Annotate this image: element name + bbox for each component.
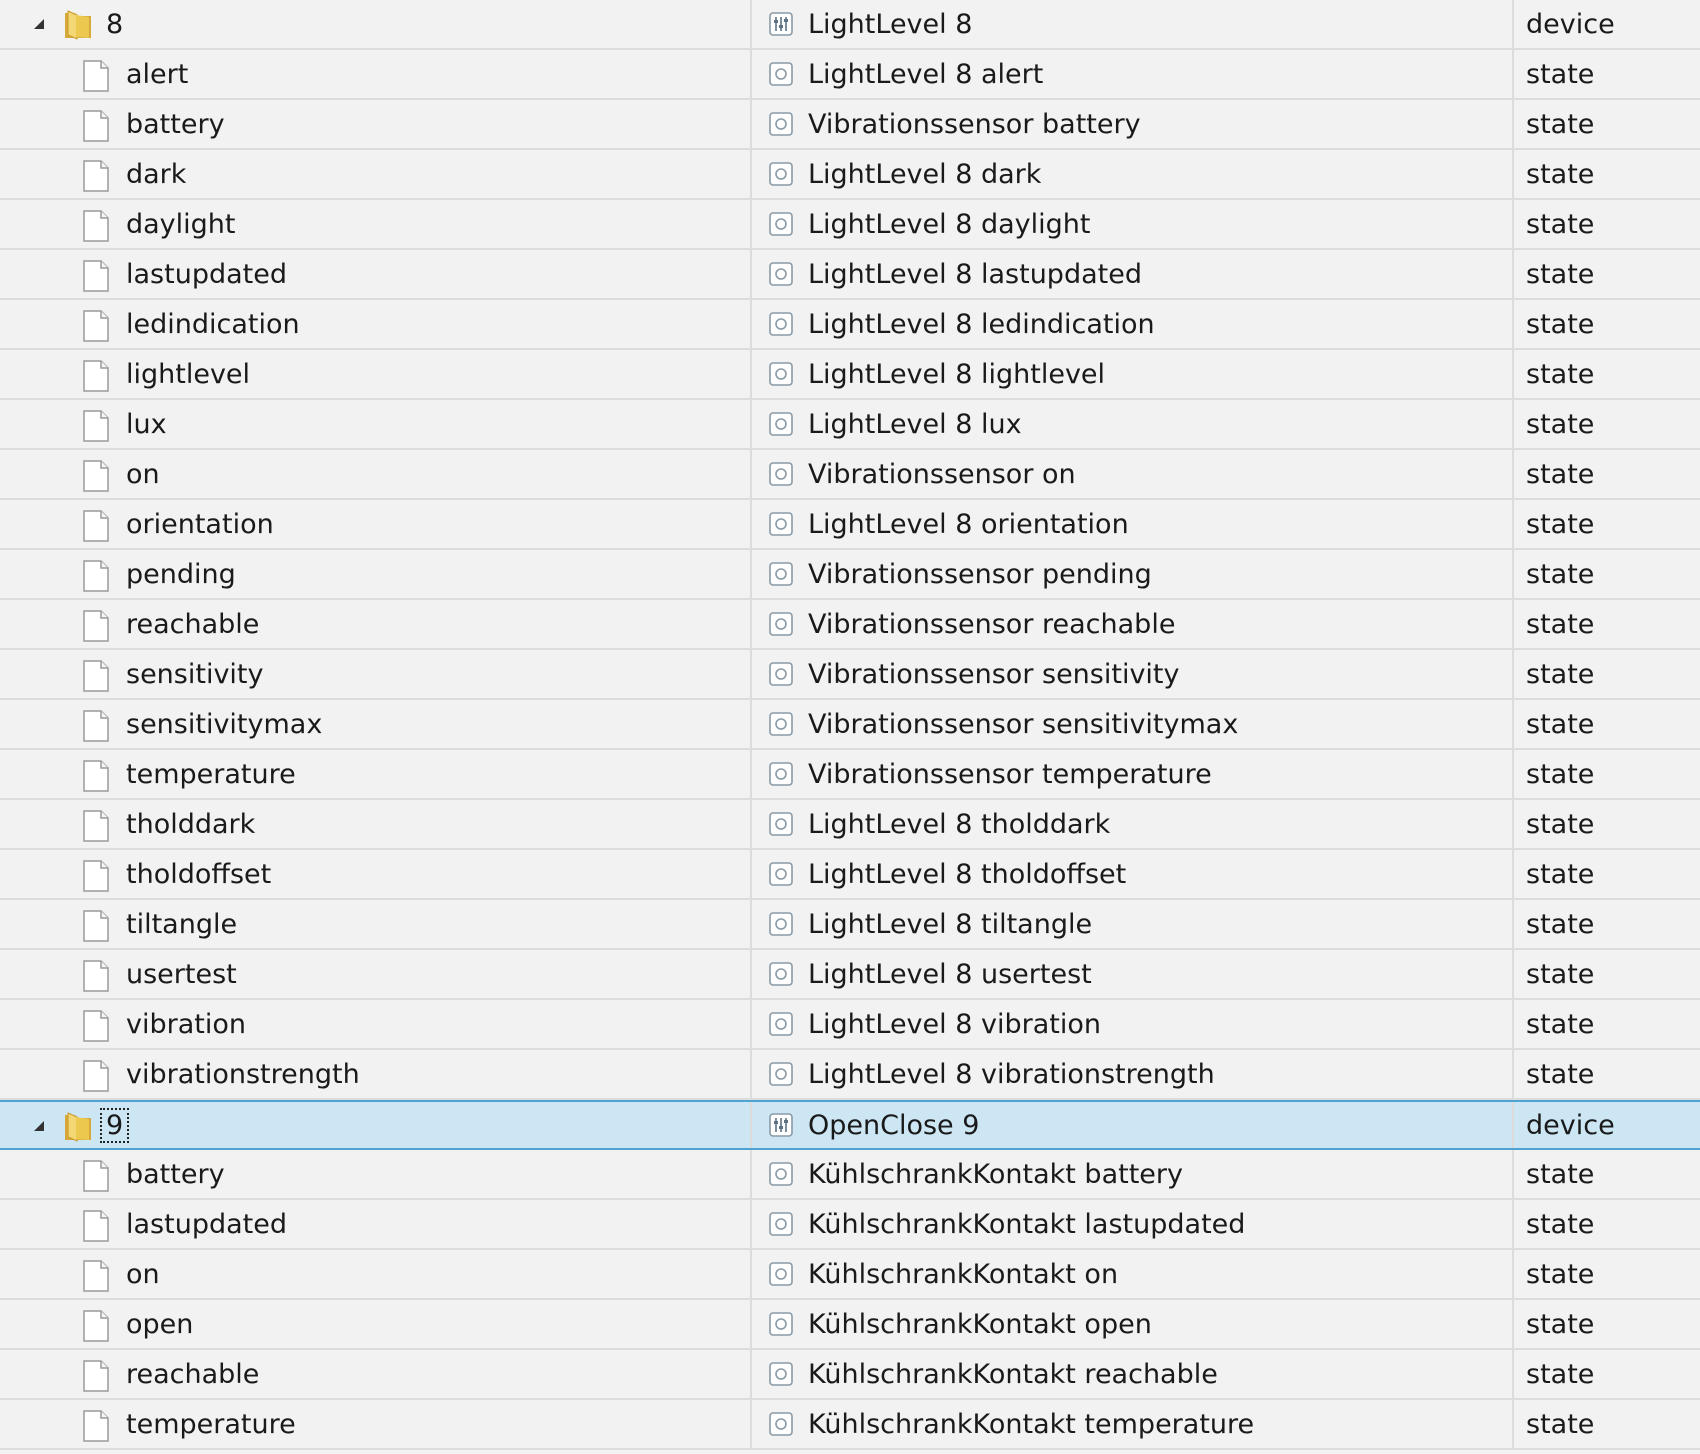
tree-row-state[interactable] bbox=[0, 400, 1700, 450]
collapse-arrow-icon[interactable] bbox=[32, 17, 46, 31]
state-icon bbox=[768, 361, 794, 387]
id-cell bbox=[0, 1150, 750, 1198]
object-id: alert bbox=[126, 58, 189, 90]
tree-row-state[interactable] bbox=[0, 250, 1700, 300]
tree-row-state[interactable] bbox=[0, 300, 1700, 350]
type-cell bbox=[1512, 1000, 1700, 1048]
id-cell bbox=[0, 1000, 750, 1048]
tree-row-device[interactable] bbox=[0, 0, 1700, 50]
object-name: LightLevel 8 tholdoffset bbox=[808, 858, 1127, 890]
file-icon bbox=[82, 1360, 110, 1392]
tree-row-state[interactable] bbox=[0, 1400, 1700, 1450]
object-name: LightLevel 8 lastupdated bbox=[808, 258, 1142, 290]
tree-row-state[interactable] bbox=[0, 650, 1700, 700]
file-icon bbox=[82, 360, 110, 392]
object-id: reachable bbox=[126, 1358, 260, 1390]
tree-row-state[interactable] bbox=[0, 350, 1700, 400]
name-cell bbox=[750, 1300, 1512, 1348]
file-icon bbox=[82, 510, 110, 542]
id-cell bbox=[0, 50, 750, 98]
state-icon bbox=[768, 1211, 794, 1237]
tree-row-state[interactable] bbox=[0, 50, 1700, 100]
id-cell bbox=[0, 750, 750, 798]
state-icon bbox=[768, 861, 794, 887]
id-text-wrap bbox=[126, 200, 236, 248]
object-name: KühlschrankKontakt reachable bbox=[808, 1358, 1218, 1390]
tree-row-state[interactable] bbox=[0, 1050, 1700, 1100]
type-cell bbox=[1512, 900, 1700, 948]
name-cell bbox=[750, 1000, 1512, 1048]
object-type: state bbox=[1526, 908, 1595, 940]
tree-row-state[interactable] bbox=[0, 200, 1700, 250]
object-type: state bbox=[1526, 608, 1595, 640]
name-cell bbox=[750, 600, 1512, 648]
object-id: tiltangle bbox=[126, 908, 238, 940]
object-name: LightLevel 8 usertest bbox=[808, 958, 1092, 990]
object-name: LightLevel 8 alert bbox=[808, 58, 1044, 90]
file-icon bbox=[82, 260, 110, 292]
folder-open-icon bbox=[62, 7, 94, 41]
name-cell bbox=[750, 100, 1512, 148]
tree-row-state[interactable] bbox=[0, 600, 1700, 650]
type-cell bbox=[1512, 950, 1700, 998]
type-cell bbox=[1512, 1250, 1700, 1298]
object-id: lux bbox=[126, 408, 167, 440]
file-icon bbox=[82, 410, 110, 442]
id-text-wrap bbox=[126, 50, 188, 98]
state-icon bbox=[768, 711, 794, 737]
object-name: LightLevel 8 vibrationstrength bbox=[808, 1058, 1215, 1090]
type-cell bbox=[1512, 500, 1700, 548]
type-cell bbox=[1512, 650, 1700, 698]
id-text-wrap bbox=[126, 1350, 259, 1398]
file-icon bbox=[82, 1210, 110, 1242]
state-icon bbox=[768, 1011, 794, 1037]
object-id: usertest bbox=[126, 958, 237, 990]
object-type: state bbox=[1526, 758, 1595, 790]
object-type: state bbox=[1526, 358, 1595, 390]
state-icon bbox=[768, 1261, 794, 1287]
id-text-wrap bbox=[126, 350, 250, 398]
tree-row-state[interactable] bbox=[0, 800, 1700, 850]
object-type: state bbox=[1526, 408, 1595, 440]
id-cell bbox=[0, 1400, 750, 1448]
object-id: reachable bbox=[126, 608, 260, 640]
tree-row-state[interactable] bbox=[0, 150, 1700, 200]
object-type: state bbox=[1526, 1408, 1595, 1440]
name-cell bbox=[750, 450, 1512, 498]
id-text-wrap bbox=[126, 500, 274, 548]
state-icon bbox=[768, 211, 794, 237]
id-cell bbox=[0, 1300, 750, 1348]
file-icon bbox=[82, 960, 110, 992]
object-id: ledindication bbox=[126, 308, 300, 340]
object-name: KühlschrankKontakt on bbox=[808, 1258, 1119, 1290]
object-type: state bbox=[1526, 1308, 1595, 1340]
object-type: state bbox=[1526, 708, 1595, 740]
tree-row-state[interactable] bbox=[0, 1000, 1700, 1050]
type-cell bbox=[1512, 300, 1700, 348]
object-name: KühlschrankKontakt open bbox=[808, 1308, 1152, 1340]
object-name: KühlschrankKontakt battery bbox=[808, 1158, 1183, 1190]
folder-open-icon bbox=[62, 1109, 94, 1143]
name-cell bbox=[750, 950, 1512, 998]
id-text-wrap bbox=[126, 850, 271, 898]
type-cell bbox=[1512, 800, 1700, 848]
id-text-wrap bbox=[126, 300, 300, 348]
id-cell bbox=[0, 1350, 750, 1398]
name-cell bbox=[750, 1050, 1512, 1098]
object-name: LightLevel 8 vibration bbox=[808, 1008, 1101, 1040]
name-cell bbox=[750, 1250, 1512, 1298]
file-icon bbox=[82, 1310, 110, 1342]
name-cell bbox=[750, 900, 1512, 948]
object-name: LightLevel 8 tholddark bbox=[808, 808, 1111, 840]
id-cell bbox=[0, 900, 750, 948]
id-text-wrap bbox=[126, 700, 322, 748]
object-id: tholdoffset bbox=[126, 858, 272, 890]
id-text-wrap bbox=[126, 1050, 360, 1098]
object-type: state bbox=[1526, 1158, 1595, 1190]
object-name: Vibrationssensor sensitivitymax bbox=[808, 708, 1239, 740]
id-cell bbox=[0, 400, 750, 448]
object-type: state bbox=[1526, 1358, 1595, 1390]
object-id: sensitivitymax bbox=[126, 708, 323, 740]
state-icon bbox=[768, 1411, 794, 1437]
tree-row-state[interactable] bbox=[0, 1250, 1700, 1300]
id-cell bbox=[0, 350, 750, 398]
type-cell bbox=[1512, 850, 1700, 898]
tree-row-state[interactable] bbox=[0, 450, 1700, 500]
file-icon bbox=[82, 560, 110, 592]
state-icon bbox=[768, 1161, 794, 1187]
type-cell bbox=[1512, 1150, 1700, 1198]
id-text-wrap bbox=[126, 450, 160, 498]
name-cell bbox=[750, 250, 1512, 298]
type-cell bbox=[1512, 350, 1700, 398]
id-cell bbox=[0, 250, 750, 298]
file-icon bbox=[82, 810, 110, 842]
object-type: device bbox=[1526, 8, 1615, 40]
object-type: state bbox=[1526, 858, 1595, 890]
state-icon bbox=[768, 511, 794, 537]
tree-row-state[interactable] bbox=[0, 1200, 1700, 1250]
type-cell bbox=[1512, 1300, 1700, 1348]
object-name: Vibrationssensor sensitivity bbox=[808, 658, 1180, 690]
device-icon bbox=[768, 1112, 794, 1138]
object-type: state bbox=[1526, 808, 1595, 840]
name-cell bbox=[750, 50, 1512, 98]
object-type: state bbox=[1526, 1058, 1595, 1090]
type-cell bbox=[1512, 1400, 1700, 1448]
id-text-wrap bbox=[126, 250, 287, 298]
id-cell bbox=[0, 850, 750, 898]
state-icon bbox=[768, 811, 794, 837]
id-cell bbox=[0, 100, 750, 148]
tree-row-state[interactable] bbox=[0, 950, 1700, 1000]
type-cell bbox=[1512, 50, 1700, 98]
object-name: KühlschrankKontakt lastupdated bbox=[808, 1208, 1246, 1240]
tree-row-state[interactable] bbox=[0, 500, 1700, 550]
state-icon bbox=[768, 761, 794, 787]
id-cell bbox=[0, 650, 750, 698]
name-cell bbox=[750, 700, 1512, 748]
id-text-wrap bbox=[126, 600, 259, 648]
type-cell bbox=[1512, 1050, 1700, 1098]
name-cell bbox=[750, 500, 1512, 548]
id-cell bbox=[0, 600, 750, 648]
file-icon bbox=[82, 660, 110, 692]
tree-row-state[interactable] bbox=[0, 550, 1700, 600]
name-cell bbox=[750, 150, 1512, 198]
object-name: LightLevel 8 lightlevel bbox=[808, 358, 1106, 390]
id-cell bbox=[0, 150, 750, 198]
object-type: device bbox=[1526, 1109, 1615, 1141]
state-icon bbox=[768, 1361, 794, 1387]
object-type: state bbox=[1526, 508, 1595, 540]
state-icon bbox=[768, 961, 794, 987]
id-cell bbox=[0, 1050, 750, 1098]
object-id: lastupdated bbox=[126, 1208, 287, 1240]
tree-row-state[interactable] bbox=[0, 900, 1700, 950]
object-id: temperature bbox=[126, 1408, 296, 1440]
type-cell bbox=[1512, 750, 1700, 798]
object-id: on bbox=[126, 1258, 160, 1290]
file-icon bbox=[82, 1410, 110, 1442]
object-id: vibrationstrength bbox=[126, 1058, 360, 1090]
id-text-wrap bbox=[126, 1400, 296, 1448]
type-cell bbox=[1512, 1102, 1700, 1148]
object-id: tholddark bbox=[126, 808, 256, 840]
object-id: battery bbox=[126, 108, 225, 140]
type-cell bbox=[1512, 550, 1700, 598]
tree-row-state[interactable] bbox=[0, 1350, 1700, 1400]
state-icon bbox=[768, 411, 794, 437]
id-cell bbox=[0, 550, 750, 598]
name-cell bbox=[750, 650, 1512, 698]
object-name: LightLevel 8 tiltangle bbox=[808, 908, 1093, 940]
object-type: state bbox=[1526, 258, 1595, 290]
file-icon bbox=[82, 210, 110, 242]
tree-row-state[interactable] bbox=[0, 700, 1700, 750]
file-icon bbox=[82, 860, 110, 892]
id-text-wrap bbox=[126, 900, 237, 948]
object-type: state bbox=[1526, 1258, 1595, 1290]
type-cell bbox=[1512, 100, 1700, 148]
name-cell bbox=[750, 550, 1512, 598]
name-cell bbox=[750, 1350, 1512, 1398]
name-cell bbox=[750, 400, 1512, 448]
id-text-wrap bbox=[126, 150, 186, 198]
name-cell bbox=[750, 300, 1512, 348]
object-type: state bbox=[1526, 558, 1595, 590]
object-name: LightLevel 8 bbox=[808, 8, 973, 40]
state-icon bbox=[768, 1061, 794, 1087]
type-cell bbox=[1512, 0, 1700, 48]
object-type: state bbox=[1526, 658, 1595, 690]
object-type: state bbox=[1526, 958, 1595, 990]
state-icon bbox=[768, 311, 794, 337]
file-icon bbox=[82, 110, 110, 142]
state-icon bbox=[768, 111, 794, 137]
id-cell bbox=[0, 950, 750, 998]
name-cell bbox=[750, 850, 1512, 898]
object-id: lightlevel bbox=[126, 358, 251, 390]
id-text-wrap bbox=[126, 1000, 246, 1048]
name-cell bbox=[750, 800, 1512, 848]
file-icon bbox=[82, 60, 110, 92]
object-id: 8 bbox=[106, 8, 124, 40]
device-icon bbox=[768, 11, 794, 37]
tree-row-state[interactable] bbox=[0, 850, 1700, 900]
type-cell bbox=[1512, 400, 1700, 448]
object-type: state bbox=[1526, 208, 1595, 240]
type-cell bbox=[1512, 450, 1700, 498]
tree-row-state[interactable] bbox=[0, 750, 1700, 800]
object-type: state bbox=[1526, 308, 1595, 340]
file-icon bbox=[82, 160, 110, 192]
type-cell bbox=[1512, 200, 1700, 248]
id-text-wrap bbox=[126, 950, 237, 998]
object-type: state bbox=[1526, 1008, 1595, 1040]
id-text-wrap bbox=[126, 1250, 160, 1298]
object-id: 9 bbox=[102, 1110, 127, 1141]
object-name: Vibrationssensor reachable bbox=[808, 608, 1176, 640]
object-name: OpenClose 9 bbox=[808, 1109, 980, 1141]
type-cell bbox=[1512, 1350, 1700, 1398]
state-icon bbox=[768, 261, 794, 287]
type-cell bbox=[1512, 600, 1700, 648]
object-name: LightLevel 8 lux bbox=[808, 408, 1022, 440]
object-name: Vibrationssensor on bbox=[808, 458, 1076, 490]
object-id: pending bbox=[126, 558, 236, 590]
file-icon bbox=[82, 610, 110, 642]
name-cell bbox=[750, 200, 1512, 248]
name-cell bbox=[750, 1150, 1512, 1198]
object-type: state bbox=[1526, 458, 1595, 490]
id-text-wrap bbox=[126, 650, 264, 698]
id-text-wrap bbox=[106, 1102, 127, 1148]
state-icon bbox=[768, 911, 794, 937]
name-cell bbox=[750, 0, 1512, 48]
object-name: LightLevel 8 orientation bbox=[808, 508, 1129, 540]
object-name: Vibrationssensor battery bbox=[808, 108, 1141, 140]
file-icon bbox=[82, 760, 110, 792]
id-text-wrap bbox=[126, 1200, 287, 1248]
id-cell bbox=[0, 1250, 750, 1298]
object-type: state bbox=[1526, 158, 1595, 190]
id-text-wrap bbox=[126, 1150, 225, 1198]
tree-row-state[interactable] bbox=[0, 1300, 1700, 1350]
state-icon bbox=[768, 561, 794, 587]
object-id: open bbox=[126, 1308, 194, 1340]
file-icon bbox=[82, 1060, 110, 1092]
id-cell bbox=[0, 1102, 750, 1148]
name-cell bbox=[750, 1102, 1512, 1148]
id-text-wrap bbox=[126, 400, 167, 448]
state-icon bbox=[768, 461, 794, 487]
file-icon bbox=[82, 1010, 110, 1042]
object-id: orientation bbox=[126, 508, 274, 540]
file-icon bbox=[82, 910, 110, 942]
object-type: state bbox=[1526, 1208, 1595, 1240]
state-icon bbox=[768, 61, 794, 87]
object-name: LightLevel 8 dark bbox=[808, 158, 1042, 190]
object-name: LightLevel 8 daylight bbox=[808, 208, 1091, 240]
id-cell bbox=[0, 800, 750, 848]
object-type: state bbox=[1526, 108, 1595, 140]
object-id: lastupdated bbox=[126, 258, 287, 290]
tree-row-state[interactable] bbox=[0, 100, 1700, 150]
id-cell bbox=[0, 300, 750, 348]
type-cell bbox=[1512, 150, 1700, 198]
object-id: on bbox=[126, 458, 160, 490]
file-icon bbox=[82, 310, 110, 342]
id-cell bbox=[0, 1200, 750, 1248]
file-icon bbox=[82, 1260, 110, 1292]
id-cell bbox=[0, 450, 750, 498]
id-cell bbox=[0, 0, 750, 48]
object-name: KühlschrankKontakt temperature bbox=[808, 1408, 1255, 1440]
object-id: temperature bbox=[126, 758, 296, 790]
object-name: Vibrationssensor temperature bbox=[808, 758, 1212, 790]
name-cell bbox=[750, 350, 1512, 398]
object-id: sensitivity bbox=[126, 658, 264, 690]
id-text-wrap bbox=[126, 800, 255, 848]
tree-row-device[interactable] bbox=[0, 1100, 1700, 1150]
tree-row-state[interactable] bbox=[0, 1150, 1700, 1200]
state-icon bbox=[768, 661, 794, 687]
id-text-wrap bbox=[106, 0, 123, 48]
id-text-wrap bbox=[126, 100, 225, 148]
state-icon bbox=[768, 611, 794, 637]
type-cell bbox=[1512, 1200, 1700, 1248]
id-text-wrap bbox=[126, 550, 236, 598]
name-cell bbox=[750, 1400, 1512, 1448]
object-id: dark bbox=[126, 158, 187, 190]
name-cell bbox=[750, 1200, 1512, 1248]
type-cell bbox=[1512, 250, 1700, 298]
object-id: battery bbox=[126, 1158, 225, 1190]
id-text-wrap bbox=[126, 750, 296, 798]
object-name: Vibrationssensor pending bbox=[808, 558, 1152, 590]
collapse-arrow-icon[interactable] bbox=[32, 1119, 46, 1133]
object-id: vibration bbox=[126, 1008, 246, 1040]
file-icon bbox=[82, 710, 110, 742]
object-name: LightLevel 8 ledindication bbox=[808, 308, 1155, 340]
object-id: daylight bbox=[126, 208, 236, 240]
file-icon bbox=[82, 1160, 110, 1192]
state-icon bbox=[768, 1311, 794, 1337]
id-cell bbox=[0, 700, 750, 748]
name-cell bbox=[750, 750, 1512, 798]
id-cell bbox=[0, 500, 750, 548]
type-cell bbox=[1512, 700, 1700, 748]
state-icon bbox=[768, 161, 794, 187]
id-cell bbox=[0, 200, 750, 248]
file-icon bbox=[82, 460, 110, 492]
object-type: state bbox=[1526, 58, 1595, 90]
id-text-wrap bbox=[126, 1300, 193, 1348]
